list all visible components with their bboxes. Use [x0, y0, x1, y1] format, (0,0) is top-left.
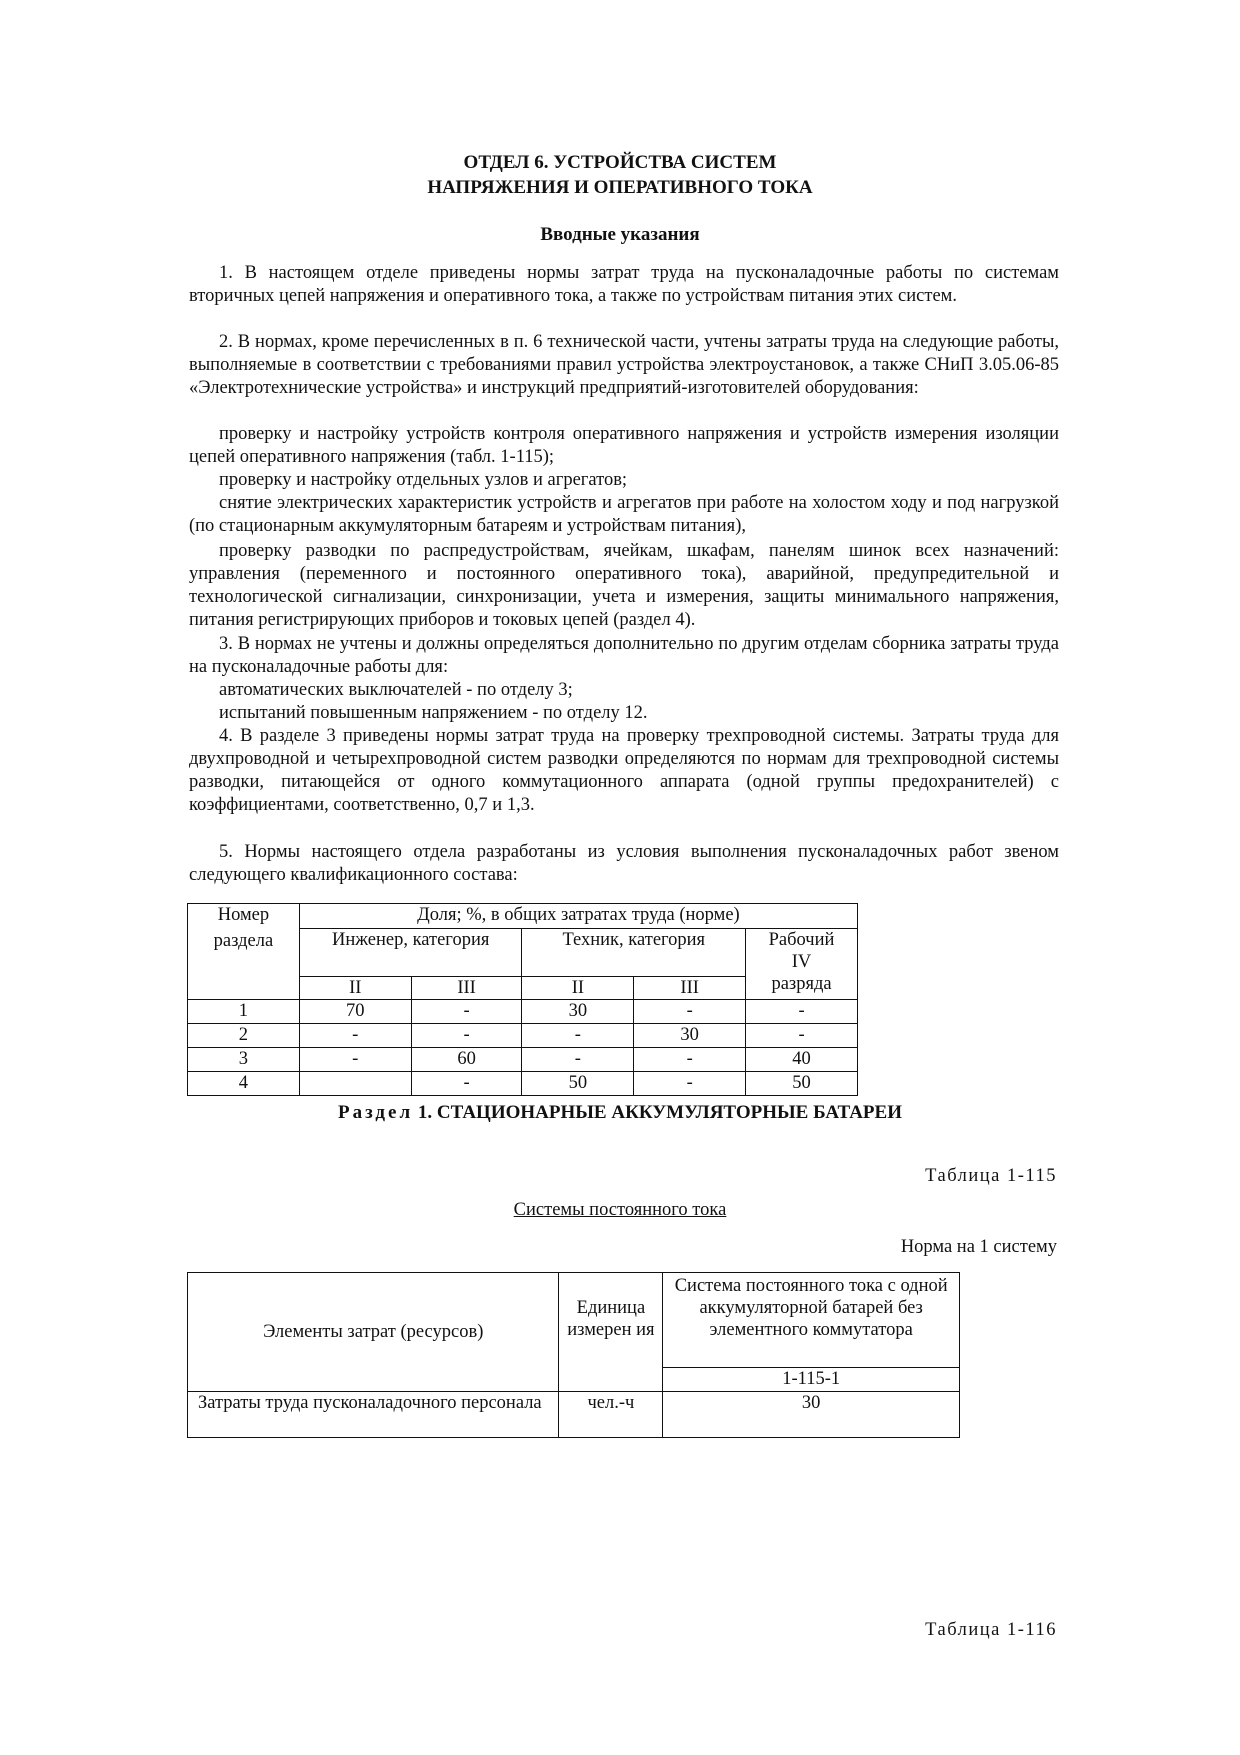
table-115: [187, 1272, 960, 1438]
table-cell: 30: [522, 1000, 634, 1024]
table-cell: -: [522, 1048, 634, 1072]
table-cell: -: [411, 1072, 522, 1096]
crew-composition-table: [187, 903, 858, 1096]
header-section-line-2: раздела: [213, 931, 274, 951]
table-cell: -: [299, 1024, 411, 1048]
table-cell: 4: [188, 1072, 300, 1096]
paragraph-3: проверку и настройку устройств контроля оперативного напряжения и устройств измерения изоляции цепей оперативного напряжения (табл. 1-115);: [189, 424, 1059, 467]
header-category: III: [411, 977, 522, 1000]
table-cell: -: [634, 1072, 746, 1096]
header-technician: Техник, категория: [522, 929, 746, 977]
table-115-norm: Норма на 1 систему: [900, 1237, 1057, 1257]
paragraph-9: испытаний повышенным напряжением - по отделу 12.: [219, 703, 648, 723]
paragraph-4: проверку и настройку отдельных узлов и агрегатов;: [219, 470, 628, 490]
title-line-1: ОТДЕЛ 6. УСТРОЙСТВА СИСТЕМ: [463, 152, 777, 173]
row-label: Затраты труда пусконаладочного персонала: [188, 1392, 559, 1438]
paragraph-10: 4. В разделе 3 приведены нормы затрат труда на проверку трехпроводной системы. Затраты труда для двухпроводной и четырехпроводной систем разводки определяются по нормам для трехпроводной системы разводки, питающейся от одного коммутационного аппарата (одной группы предохранителей) с коэффициентами, соответственно, 0,7 и 1,3.: [189, 726, 1059, 815]
table-row: [188, 1024, 858, 1048]
paragraph-11: 5. Нормы настоящего отдела разработаны из условия выполнения пусконаладочных работ звеном следующего квалификационного состава:: [189, 842, 1059, 885]
paragraph-1: 1. В настоящем отделе приведены нормы затрат труда на пусконаладочные работы по системам вторичных цепей напряжения и оперативного тока, а также по устройствам питания этих систем.: [189, 263, 1059, 306]
header-elements: Элементы затрат (ресурсов): [188, 1273, 559, 1392]
table-cell: -: [634, 1048, 746, 1072]
header-system: Система постоянного тока с одной аккумуляторной батарей без элементного коммутатора: [663, 1273, 960, 1368]
table-cell: 3: [188, 1048, 300, 1072]
row-unit: чел.-ч: [559, 1392, 663, 1438]
table-cell: 70: [299, 1000, 411, 1024]
table-cell: -: [522, 1024, 634, 1048]
table-cell: 30: [634, 1024, 746, 1048]
paragraph-6: проверку разводки по распредустройствам, ячейкам, шкафам, панелям шинок всех назначений: управления (переменного и постоянного оперативного тока), аварийной, предупредительной и технологической сигнализации, синхронизации, учета и измерения, защиты минимального напряжения, питания регистрирующих приборов и токовых цепей (раздел 4).: [189, 541, 1059, 630]
table-row: [188, 1072, 858, 1096]
header-share: Доля; %, в общих затратах труда (норме): [299, 904, 857, 929]
table-row: [188, 1392, 960, 1438]
section-heading: [0, 1102, 1240, 1124]
paragraph-7: 3. В нормах не учтены и должны определяться дополнительно по другим отделам сборника затраты труда на пусконаладочные работы для:: [189, 634, 1059, 677]
header-worker-line-3: разряда: [771, 974, 832, 994]
header-section-line-1: Номер: [217, 905, 270, 925]
header-section-number: [188, 904, 300, 1000]
table-row: [188, 1000, 858, 1024]
table-cell: -: [411, 1000, 522, 1024]
intro-heading: Вводные указания: [540, 224, 700, 245]
title-line-2: НАПРЯЖЕНИЯ И ОПЕРАТИВНОГО ТОКА: [427, 177, 813, 198]
table-cell: 40: [746, 1048, 858, 1072]
section-heading-prefix: Раздел: [338, 1102, 414, 1123]
row-value: 30: [663, 1392, 960, 1438]
table-cell: -: [746, 1024, 858, 1048]
header-category: III: [634, 977, 746, 1000]
header-unit: Единица измерен ия: [559, 1273, 663, 1392]
header-category: II: [522, 977, 634, 1000]
table-cell: 1: [188, 1000, 300, 1024]
header-category: II: [299, 977, 411, 1000]
table-cell: 2: [188, 1024, 300, 1048]
section-heading-text: 1. СТАЦИОНАРНЫЕ АККУМУЛЯТОРНЫЕ БАТАРЕИ: [413, 1102, 902, 1123]
table-cell: -: [634, 1000, 746, 1024]
table-cell: -: [299, 1048, 411, 1072]
table-cell: 50: [522, 1072, 634, 1096]
table-116-label: Таблица 1-116: [925, 1620, 1057, 1640]
table-cell: -: [746, 1000, 858, 1024]
page-title: [0, 150, 1240, 200]
header-worker-line-1: Рабочий: [768, 930, 835, 950]
header-worker: [746, 929, 858, 1000]
paragraph-8: автоматических выключателей - по отделу 3;: [219, 680, 573, 700]
table-row: [188, 1048, 858, 1072]
paragraph-2: 2. В нормах, кроме перечисленных в п. 6 технической части, учтены затраты труда на следующие работы, выполняемые в соответствии с требованиями правил устройства электроустановок, а также СНиП 3.05.06-85 «Электротехнические устройства» и инструкций предприятий-изготовителей оборудования:: [189, 332, 1059, 398]
table-cell: 60: [411, 1048, 522, 1072]
table-115-caption: Системы постоянного тока: [513, 1200, 727, 1220]
table-cell: 50: [746, 1072, 858, 1096]
paragraph-5: снятие электрических характеристик устройств и агрегатов при работе на холостом ходу и под нагрузкой (по стационарным аккумуляторным батареям и устройствам питания),: [189, 493, 1059, 536]
header-worker-line-2: IV: [791, 952, 812, 972]
table-115-label: Таблица 1-115: [925, 1166, 1057, 1186]
header-engineer: Инженер, категория: [299, 929, 522, 977]
header-code: 1-115-1: [663, 1368, 960, 1392]
table-cell: -: [411, 1024, 522, 1048]
table-cell: [299, 1072, 411, 1096]
